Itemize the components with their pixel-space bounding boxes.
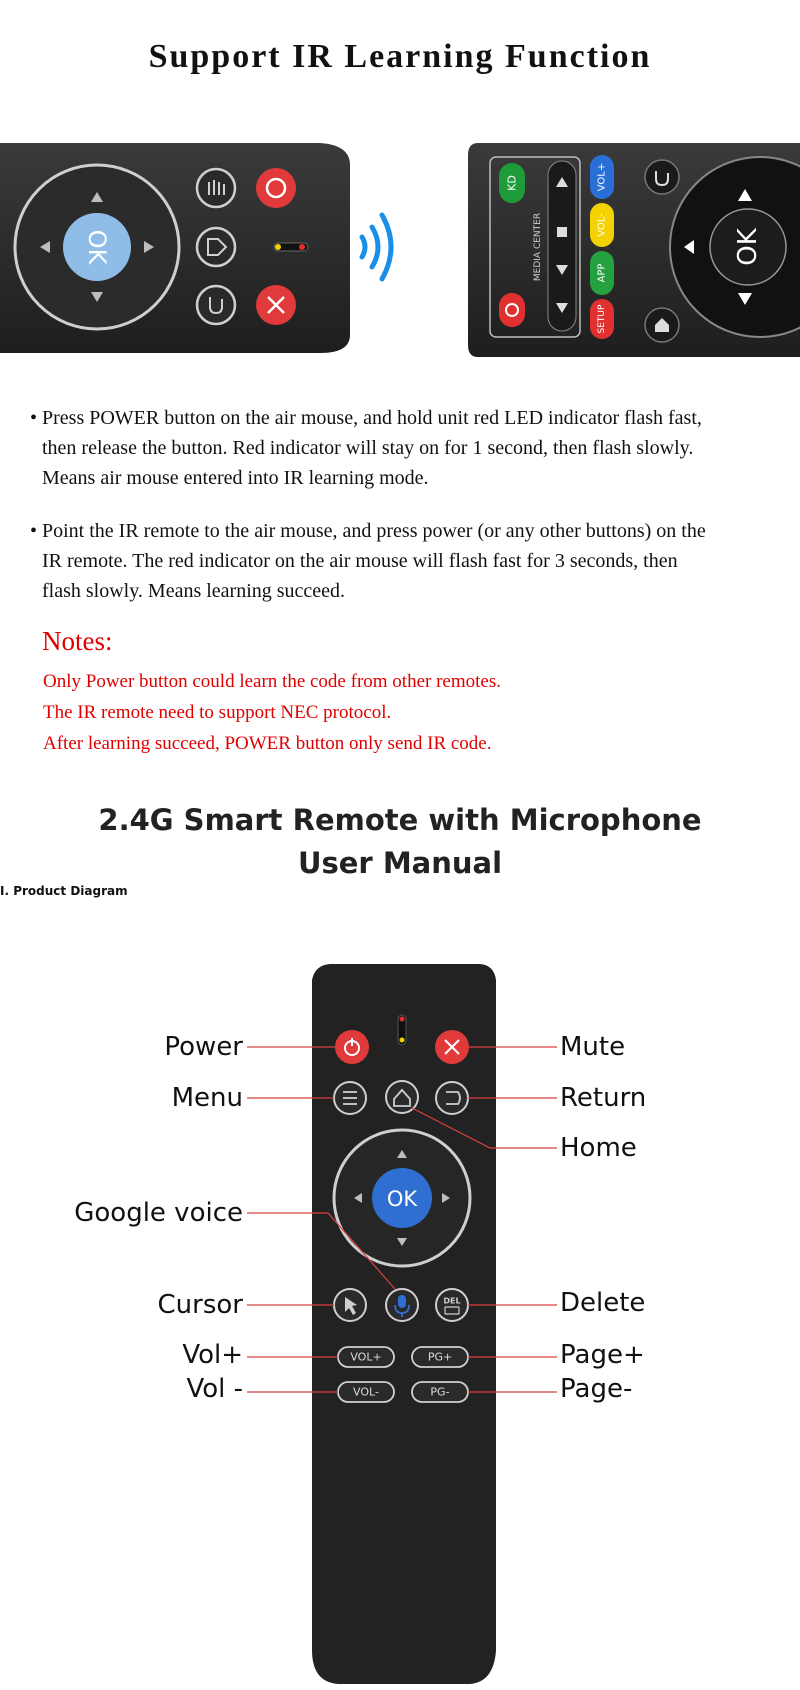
return-button	[197, 286, 235, 324]
label-power: Power	[164, 1032, 243, 1062]
product-diagram	[0, 960, 800, 1690]
pg-plus-label: PG+	[427, 1350, 453, 1364]
ok-label: OK	[386, 1187, 418, 1211]
bullet-line: IR remote. The red indicator on the air mouse will flash fast for 3 seconds, then	[42, 550, 678, 572]
remote-body	[312, 964, 496, 1684]
stop-icon	[557, 227, 567, 237]
vol-plus-label: VOL+	[350, 1350, 382, 1364]
ir-section-title: Support IR Learning Function	[148, 38, 652, 75]
bullet-line: Means air mouse entered into IR learning mode.	[42, 467, 429, 489]
manual-title: 2.4G Smart Remote with Microphone	[98, 803, 702, 837]
ir-vol-minus-label: VOL-	[596, 213, 608, 237]
ir-back-button	[645, 160, 679, 194]
section-label: I. Product Diagram	[0, 884, 128, 898]
microphone-icon	[398, 1295, 406, 1308]
bullet-line: Point the IR remote to the air mouse, and press power (or any other buttons) on the	[42, 520, 706, 542]
instruction-bullet-1	[30, 403, 770, 493]
notes-title: Notes:	[42, 626, 113, 656]
label-home: Home	[560, 1133, 637, 1163]
power-button	[256, 168, 296, 208]
return-button	[436, 1082, 468, 1114]
label-page-minus: Page-	[560, 1374, 633, 1404]
note-item: The IR remote need to support NEC protocol.	[43, 702, 392, 723]
bullet-line: then release the button. Red indicator will stay on for 1 second, then flash slowly.	[42, 437, 694, 459]
bullet-dot: •	[30, 407, 38, 429]
home-button	[197, 228, 235, 266]
bullet-line: flash slowly. Means learning succeed.	[42, 580, 346, 602]
manual-subtitle: User Manual	[297, 846, 503, 880]
label-google-voice: Google voice	[74, 1198, 243, 1228]
bullet-line: Press POWER button on the air mouse, and hold unit red LED indicator flash fast,	[42, 407, 702, 429]
ir-ok-label: OK	[733, 228, 763, 266]
power-button	[335, 1030, 369, 1064]
instruction-bullet-2	[30, 516, 770, 606]
ir-setup-label: SETUP	[597, 304, 607, 334]
media-center-label: MEDIA CENTER	[533, 212, 543, 282]
label-cursor: Cursor	[157, 1290, 243, 1320]
label-delete: Delete	[560, 1288, 646, 1318]
kd-label: KD	[505, 175, 519, 191]
ok-label: OK	[83, 229, 111, 265]
menu-button	[197, 169, 235, 207]
air-mouse-remote	[0, 143, 350, 353]
label-vol-plus: Vol+	[182, 1340, 243, 1370]
ir-learning-illustration	[0, 135, 800, 360]
ir-remote	[468, 143, 800, 357]
ir-app-label: APP	[596, 263, 608, 283]
ir-vol-plus-label: VOL+	[596, 162, 608, 192]
label-mute: Mute	[560, 1032, 626, 1062]
label-page-plus: Page+	[560, 1340, 645, 1370]
bullet-dot: •	[30, 520, 38, 542]
del-label: DEL	[443, 1296, 461, 1306]
ir-power-button	[499, 293, 525, 327]
vol-minus-label: VOL-	[353, 1385, 379, 1399]
label-menu: Menu	[171, 1083, 243, 1113]
note-item: After learning succeed, POWER button only send IR code.	[43, 733, 492, 754]
ir-signal-icon	[362, 215, 391, 279]
label-return: Return	[560, 1083, 647, 1113]
note-item: Only Power button could learn the code from other remotes.	[43, 671, 501, 692]
pg-minus-label: PG-	[430, 1385, 450, 1399]
label-vol-minus: Vol -	[186, 1374, 243, 1404]
